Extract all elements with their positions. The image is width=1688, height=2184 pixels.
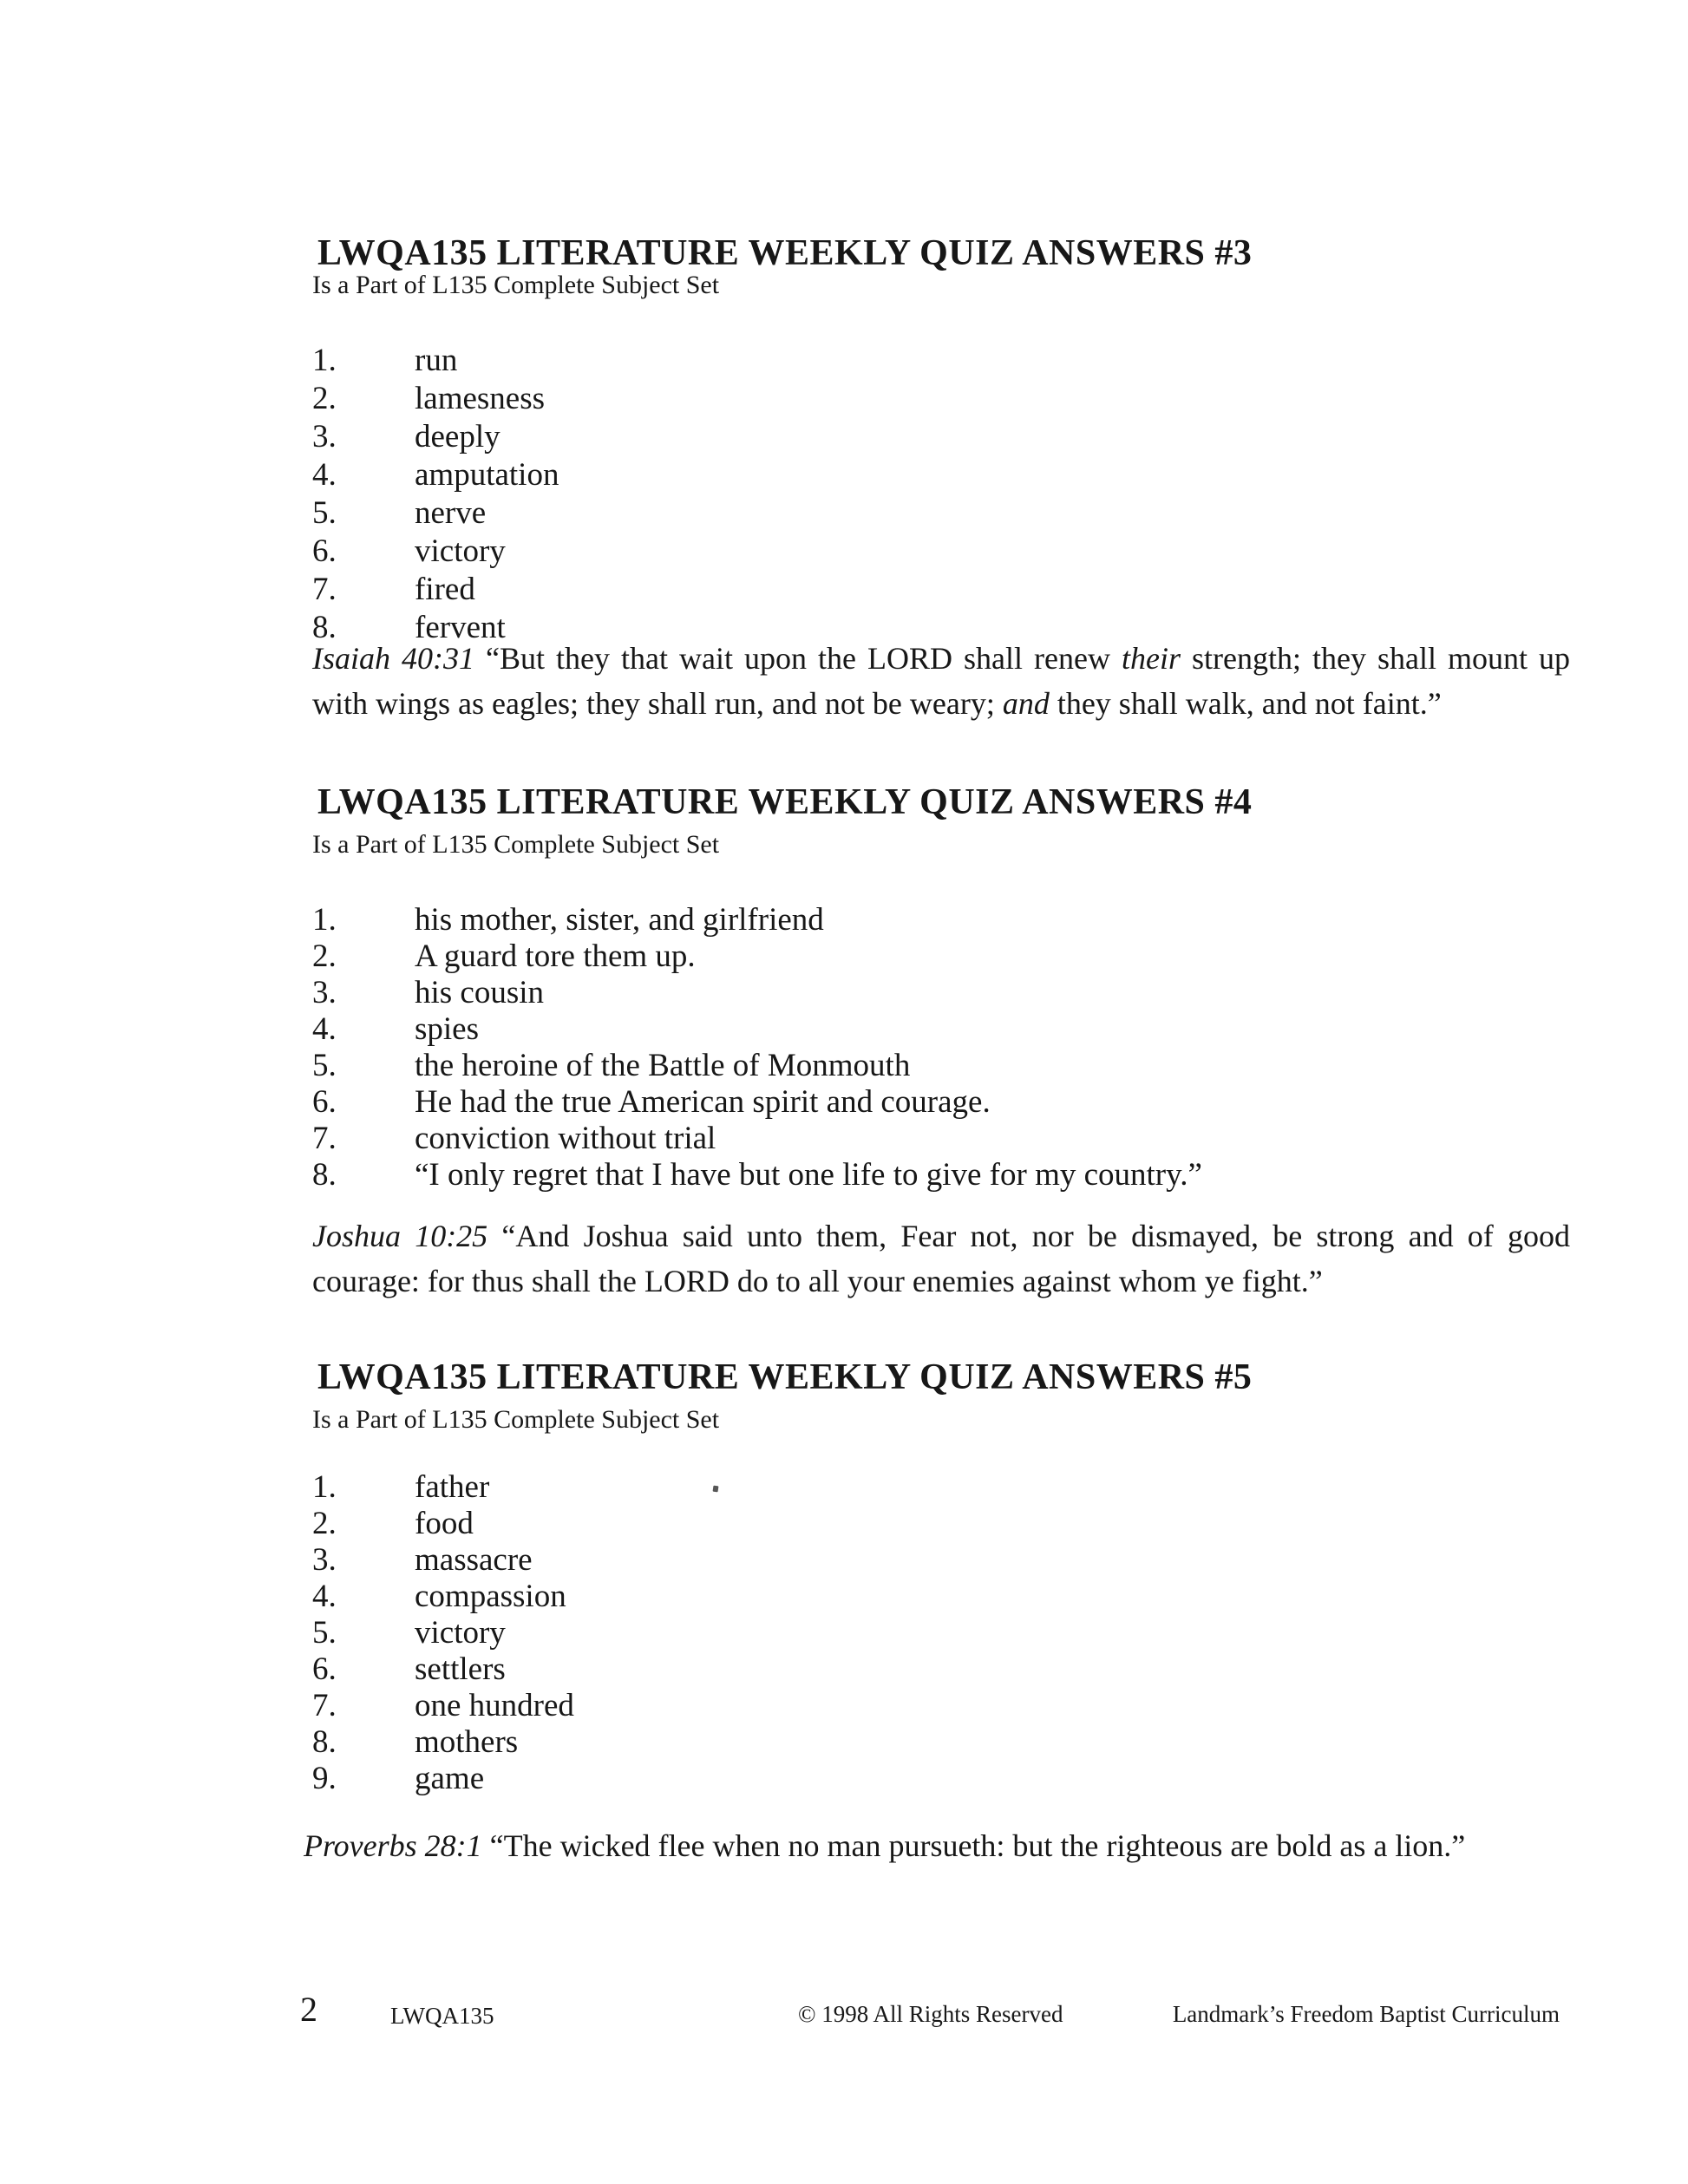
quiz5-subtitle: Is a Part of L135 Complete Subject Set	[312, 1405, 720, 1434]
answer-row	[312, 1724, 1579, 1761]
answer-text: amputation	[415, 457, 559, 493]
answer-row	[312, 1157, 1579, 1193]
answer-row	[312, 938, 1579, 975]
answer-text: fervent	[415, 610, 506, 645]
answer-text: run	[415, 343, 458, 378]
answer-number: 6.	[312, 1651, 337, 1687]
answer-text: deeply	[415, 419, 501, 454]
answer-row	[312, 1579, 1579, 1615]
answer-number: 3.	[312, 975, 337, 1010]
answer-text: spies	[415, 1011, 479, 1047]
quiz4-title: LWQA135 LITERATURE WEEKLY QUIZ ANSWERS #4	[317, 782, 1253, 822]
answer-row	[312, 1688, 1579, 1724]
quiz5-title: LWQA135 LITERATURE WEEKLY QUIZ ANSWERS #5	[317, 1357, 1253, 1397]
page-number: 2	[300, 1990, 317, 2029]
quiz3-title: LWQA135 LITERATURE WEEKLY QUIZ ANSWERS #3	[317, 233, 1253, 273]
answer-row	[312, 571, 1579, 609]
answer-row	[312, 1761, 1579, 1797]
quiz4-answer-list	[312, 902, 1579, 1193]
answer-number: 2.	[312, 1506, 337, 1541]
answer-text: victory	[415, 533, 506, 569]
footer-copyright: © 1998 All Rights Reserved	[798, 2001, 1063, 2027]
answer-row	[312, 1615, 1579, 1651]
answer-row	[312, 902, 1579, 938]
answer-number: 1.	[312, 1469, 337, 1505]
quiz3-subtitle: Is a Part of L135 Complete Subject Set	[312, 271, 720, 299]
answer-number: 2.	[312, 938, 337, 974]
answer-number: 4.	[312, 1579, 337, 1614]
answer-row	[312, 1011, 1579, 1048]
answer-text: one hundred	[415, 1688, 574, 1723]
answer-row	[312, 1542, 1579, 1579]
answer-row	[312, 1121, 1579, 1157]
answer-number: 1.	[312, 343, 337, 378]
answer-text: nerve	[415, 495, 487, 531]
answer-text: mothers	[415, 1724, 519, 1760]
answer-row	[312, 975, 1579, 1011]
answer-text: lamesness	[415, 381, 546, 416]
answer-row	[312, 380, 1579, 418]
answer-number: 5.	[312, 1615, 337, 1651]
answer-number: 4.	[312, 1011, 337, 1047]
answer-text: “I only regret that I have but one life to give for my country.”	[415, 1157, 1202, 1193]
answer-number: 8.	[312, 610, 337, 645]
answer-row	[312, 342, 1579, 380]
answer-text: A guard tore them up.	[415, 938, 696, 974]
answer-number: 8.	[312, 1724, 337, 1760]
answer-text: food	[415, 1506, 474, 1541]
answer-text: father	[415, 1469, 490, 1505]
answer-number: 7.	[312, 572, 337, 607]
answer-row	[312, 533, 1579, 571]
answer-text: massacre	[415, 1542, 533, 1578]
answer-row	[312, 1469, 1579, 1506]
answer-text: victory	[415, 1615, 506, 1651]
quiz5-answer-list	[312, 1469, 1579, 1797]
answer-row	[312, 1651, 1579, 1688]
answer-number: 3.	[312, 1542, 337, 1578]
answer-number: 1.	[312, 902, 337, 938]
answer-text: the heroine of the Battle of Monmouth	[415, 1048, 911, 1083]
scripture-verse-joshua: Joshua 10:25 “And Joshua said unto them, Fear not, nor be dismayed, be strong and of good courage: for thus shall the LORD do to all your enemies against whom ye fight.”	[312, 1219, 1570, 1298]
scan-artifact-dot	[713, 1486, 719, 1493]
scripture-verse-proverbs: Proverbs 28:1 “The wicked flee when no man pursueth: but the righteous are bold as a lion.”	[304, 1828, 1466, 1863]
footer-doc-code: LWQA135	[390, 2003, 494, 2029]
answer-number: 5.	[312, 495, 337, 531]
answer-text: conviction without trial	[415, 1121, 716, 1156]
answer-number: 6.	[312, 533, 337, 569]
answer-text: compassion	[415, 1579, 566, 1614]
answer-number: 6.	[312, 1084, 337, 1120]
answer-number: 7.	[312, 1688, 337, 1723]
answer-row	[312, 494, 1579, 533]
answer-number: 9.	[312, 1761, 337, 1796]
answer-text: his mother, sister, and girlfriend	[415, 902, 824, 938]
answer-number: 4.	[312, 457, 337, 493]
answer-row	[312, 1048, 1579, 1084]
answer-text: his cousin	[415, 975, 545, 1010]
answer-text: game	[415, 1761, 485, 1796]
answer-text: He had the true American spirit and courage.	[415, 1084, 991, 1120]
answer-number: 5.	[312, 1048, 337, 1083]
answer-number: 8.	[312, 1157, 337, 1193]
answer-row	[312, 418, 1579, 456]
quiz3-answer-list	[312, 342, 1579, 647]
quiz4-subtitle: Is a Part of L135 Complete Subject Set	[312, 830, 720, 859]
answer-text: settlers	[415, 1651, 506, 1687]
answer-number: 3.	[312, 419, 337, 454]
answer-row	[312, 1084, 1579, 1121]
answer-row	[312, 1506, 1579, 1542]
answer-number: 7.	[312, 1121, 337, 1156]
answer-text: fired	[415, 572, 475, 607]
scripture-verse-isaiah: Isaiah 40:31 “But they that wait upon the LORD shall renew their strength; they shall mount up with wings as eagles; they shall run, and not be weary; and they shall walk, and not faint.”	[312, 641, 1570, 721]
footer-publisher: Landmark’s Freedom Baptist Curriculum	[1172, 2001, 1560, 2027]
answer-number: 2.	[312, 381, 337, 416]
answer-row	[312, 456, 1579, 494]
